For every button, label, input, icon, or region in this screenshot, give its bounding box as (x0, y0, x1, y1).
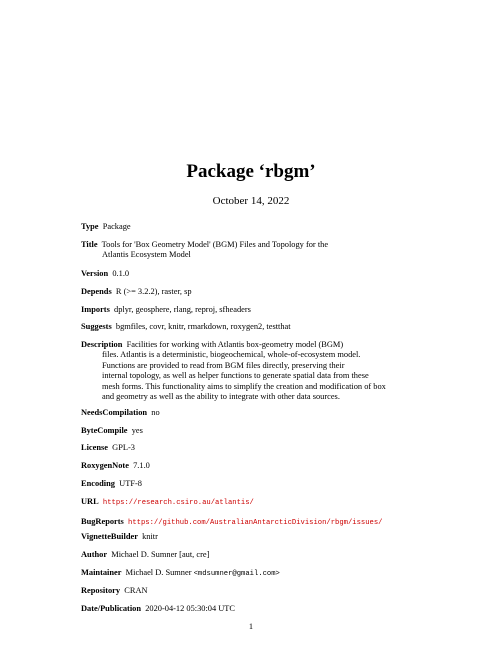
field-bug-reports (81, 517, 426, 528)
field-key: Imports (81, 305, 110, 314)
field-key: BugReports (81, 517, 124, 526)
field-key: Title (81, 240, 98, 249)
field-key: Version (81, 269, 109, 278)
url-link[interactable]: https://research.csiro.au/atlantis/ (102, 499, 254, 507)
field-key: Depends (81, 287, 112, 296)
field-vignette-builder (81, 532, 426, 542)
field-key: Type (81, 222, 99, 231)
field-value: Michael D. Sumner (125, 568, 192, 577)
field-author (81, 550, 426, 560)
field-roxygen-note (81, 461, 426, 471)
field-value: 7.1.0 (133, 461, 150, 470)
field-key: License (81, 443, 108, 452)
field-repository (81, 586, 426, 596)
field-depends (81, 287, 426, 297)
field-value-continuation: and geometry as well as the ability to integrate with other data sources. (102, 392, 340, 402)
field-url (81, 497, 426, 508)
field-key: Maintainer (81, 568, 122, 577)
page-number: 1 (248, 622, 254, 631)
field-value: 2020-04-12 05:30:04 UTC (145, 604, 236, 613)
field-byte-compile (81, 426, 426, 436)
field-value: knitr (142, 532, 158, 541)
field-key: RoxygenNote (81, 461, 129, 470)
package-title: Package ‘rbgm’ (186, 161, 316, 182)
field-value: dplyr, geosphere, rlang, reproj, sfheaders (114, 305, 251, 314)
field-value-continuation: Functions are provided to read from BGM files directly, preserving their (102, 360, 345, 370)
field-version (81, 269, 426, 279)
field-key: ByteCompile (81, 426, 128, 435)
field-type (81, 222, 426, 232)
field-date-publication (81, 604, 426, 614)
field-value: Facilities for working with Atlantis box-geometry model (BGM) (126, 340, 344, 349)
field-maintainer (81, 568, 426, 579)
bug-reports-link[interactable]: https://github.com/AustralianAntarcticDivision/rbgm/issues/ (128, 519, 383, 527)
field-key: URL (81, 497, 99, 506)
field-value: CRAN (124, 586, 148, 595)
field-value: R (>= 3.2.2), raster, sp (115, 287, 192, 296)
field-imports (81, 305, 426, 315)
field-suggests (81, 322, 426, 332)
field-value: 0.1.0 (112, 269, 130, 278)
field-value: yes (131, 426, 143, 435)
field-value: Package (102, 222, 131, 231)
field-needs-compilation (81, 408, 426, 418)
field-value-continuation: mesh forms. This functionality aims to simplify the creation and modification of box (102, 381, 386, 391)
field-key: Author (81, 550, 108, 559)
field-key: NeedsCompilation (81, 408, 148, 417)
field-value-continuation: files. Atlantis is a deterministic, biogeochemical, whole-of-ecosystem model. (102, 350, 361, 360)
field-title (81, 240, 426, 261)
field-value: bgmfiles, covr, knitr, rmarkdown, roxygen2, testthat (115, 322, 291, 331)
field-value: Tools for 'Box Geometry Model' (BGM) Files and Topology for the (101, 240, 329, 249)
field-value-continuation: Atlantis Ecosystem Model (102, 250, 191, 260)
field-value: no (151, 408, 160, 417)
field-value: GPL-3 (112, 443, 135, 452)
field-key: Repository (81, 586, 121, 595)
field-key: Date/Publication (81, 604, 142, 613)
package-date: October 14, 2022 (212, 195, 290, 207)
field-license (81, 443, 426, 453)
field-value: UTF-8 (119, 479, 142, 488)
field-value: Michael D. Sumner [aut, cre] (111, 550, 210, 559)
field-key: VignetteBuilder (81, 532, 138, 541)
field-key: Suggests (81, 322, 112, 331)
field-value-continuation: internal topology, as well as helper functions to generate spatial data from these (102, 371, 369, 381)
field-description (81, 340, 426, 402)
field-encoding (81, 479, 426, 489)
field-key: Encoding (81, 479, 115, 488)
field-key: Description (81, 340, 123, 349)
maintainer-email: <mdsumner@gmail.com> (193, 570, 280, 578)
